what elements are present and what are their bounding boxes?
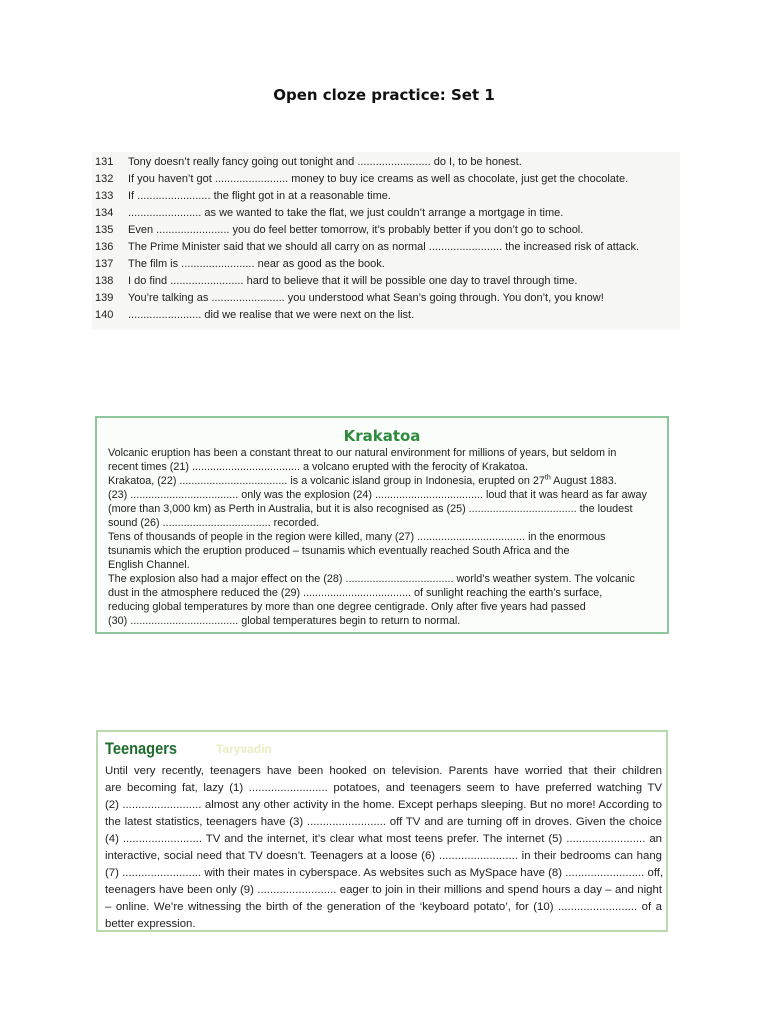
teenagers-line: Until very recently, teenagers have been hooked on television. Parents have worried that their children <box>105 765 662 777</box>
sentence-number: 133 <box>95 190 114 202</box>
sentence-text: The film is ........................ near as good as the book. <box>128 258 385 270</box>
krakatoa-line-text: Krakatoa, (22) .................................... is a volcanic island group in Indonesia, erupted on 27 <box>108 475 545 487</box>
sentence-number: 139 <box>95 292 114 304</box>
sentence-number: 136 <box>95 241 114 253</box>
page-title: Open cloze practice: Set 1 <box>273 86 495 104</box>
krakatoa-line: (30) .................................... global temperatures begin to return to normal. <box>108 615 461 627</box>
krakatoa-line-tail: August 1883. <box>550 475 617 487</box>
teenagers-line: teenagers have been only (9) ......................... eager to join in their millions and spend hours a day – and night <box>105 884 662 896</box>
faded-background-text: Taryvadin <box>216 742 272 756</box>
sentence-text: ........................ as we wanted to take the flat, we just couldn’t arrange a mortgage in time. <box>128 207 564 219</box>
sentence-text: Even ........................ you do feel better tomorrow, it’s probably better if you don’t go to school. <box>128 224 584 236</box>
teenagers-exercise-box <box>96 730 668 932</box>
sentence-text: If you haven’t got ........................ money to buy ice creams as well as chocolate, just get the chocolate. <box>128 173 629 185</box>
krakatoa-line: sound (26) .................................... recorded. <box>108 517 320 529</box>
krakatoa-line: The explosion also had a major effect on the (28) .................................... world’s weather system. The volcanic <box>108 573 635 585</box>
sentence-text: If ........................ the flight got in at a reasonable time. <box>128 190 391 202</box>
teenagers-title: Teenagers <box>105 739 178 758</box>
sentence-number: 131 <box>95 156 114 168</box>
krakatoa-title: Krakatoa <box>343 427 421 445</box>
krakatoa-line: (23) .................................... only was the explosion (24) .................................... loud that it was heard as far away <box>108 489 647 501</box>
sentence-text: You’re talking as ........................ you understood what Sean’s going through. You don’t, you know! <box>128 292 604 304</box>
krakatoa-line: Volcanic eruption has been a constant threat to our natural environment for millions of years, but seldom in <box>108 447 617 459</box>
krakatoa-line: recent times (21) .................................... a volcano erupted with the ferocity of Krakatoa. <box>108 461 529 473</box>
teenagers-line: (2) ......................... almost any other activity in the home. Except perhaps sleeping. But no more! According to <box>105 799 662 811</box>
ordinal-suffix: th <box>544 474 551 482</box>
teenagers-line: the latest statistics, teenagers have (3) ......................... off TV and are turning off in droves. Given the choice <box>105 816 662 828</box>
krakatoa-exercise-box <box>95 416 669 634</box>
krakatoa-line: English Channel. <box>108 559 190 571</box>
sentence-list <box>92 152 680 330</box>
krakatoa-line: dust in the atmosphere reduced the (29) .................................... of sunlight reaching the earth’s surface, <box>108 587 603 599</box>
krakatoa-line: tsunamis which the eruption produced – tsunamis which eventually reached South Africa and the <box>108 545 570 557</box>
teenagers-line: are becoming fat, lazy (1) ......................... potatoes, and teenagers seem to have preferred watching TV <box>105 782 662 794</box>
sentence-text: I do find ........................ hard to believe that it will be possible one day to travel through time. <box>128 275 578 287</box>
teenagers-line: – online. We’re witnessing the birth of the generation of the ‘keyboard potato’, for (10) ......................... of a <box>105 901 662 913</box>
sentence-number: 137 <box>95 258 114 270</box>
sentence-text: ........................ did we realise that we were next on the list. <box>128 309 415 321</box>
sentence-text: Tony doesn’t really fancy going out tonight and ........................ do I, to be honest. <box>128 156 522 168</box>
teenagers-line: (7) ......................... with their mates in cyberspace. As websites such as MySpace have (8) ......................... off, <box>105 867 664 879</box>
krakatoa-line: Tens of thousands of people in the region were killed, many (27) .................................... in the enormous <box>108 531 606 543</box>
krakatoa-line <box>108 474 617 488</box>
krakatoa-line: reducing global temperatures by more than one degree centigrade. Only after five years had passed <box>108 601 586 613</box>
teenagers-line: interactive, social need that TV doesn’t. Teenagers at a loose (6) ......................... in their bedrooms can hang <box>105 850 662 862</box>
teenagers-line: better expression. <box>105 918 196 930</box>
sentence-text: The Prime Minister said that we should all carry on as normal ........................ the increased risk of attack. <box>128 241 640 253</box>
krakatoa-line: (more than 3,000 km) as Perth in Australia, but it is also recognised as (25) .................................... the loudest <box>108 503 633 515</box>
sentence-number: 132 <box>95 173 114 185</box>
sentence-number: 140 <box>95 309 114 321</box>
sentence-number: 134 <box>95 207 114 219</box>
sentence-number: 138 <box>95 275 114 287</box>
sentence-number: 135 <box>95 224 114 236</box>
teenagers-line: (4) ......................... TV and the internet, it’s clear what most teens prefer. The internet (5) ......................... an <box>105 833 662 845</box>
